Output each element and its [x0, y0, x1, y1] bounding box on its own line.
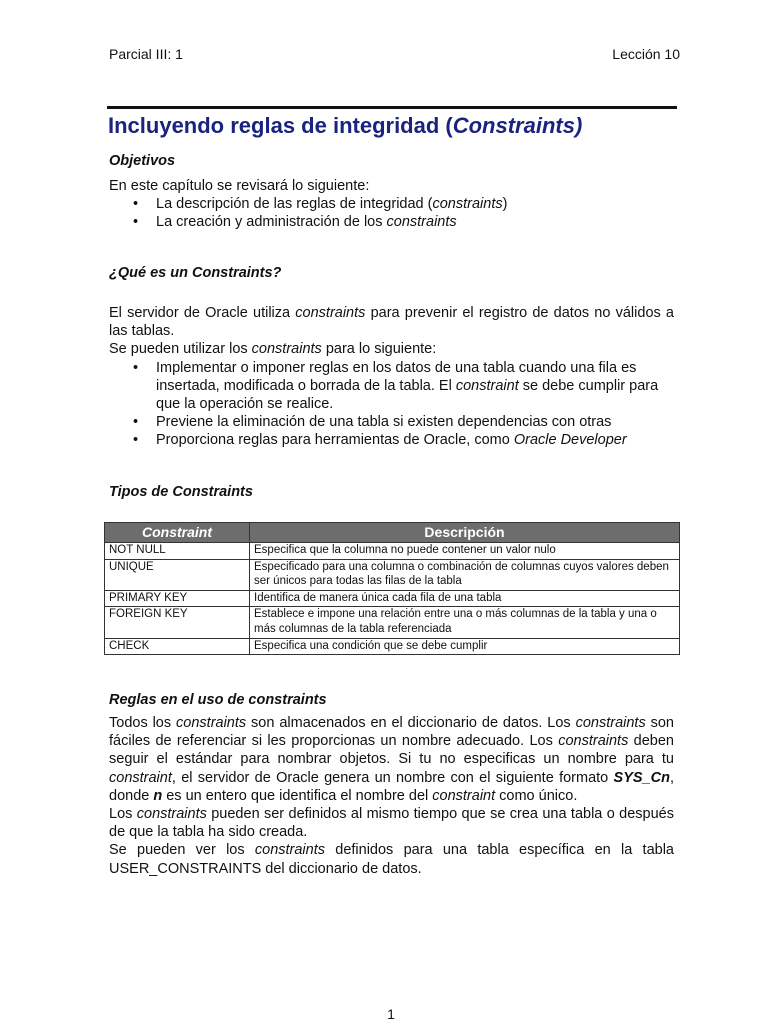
constraints-table — [104, 522, 680, 655]
cell-description: Especifica que la columna no puede contener un valor nulo — [250, 543, 680, 560]
list-item: • Implementar o imponer reglas en los datos de una tabla cuando una fila es insertada, modificada o borrada de la tabla. El constraint se debe cumplir para que la operación se realice. — [109, 359, 674, 414]
title-main: Incluyendo reglas de integridad ( — [108, 113, 453, 138]
table-row — [105, 559, 680, 590]
rules-heading: Reglas en el uso de constraints — [109, 692, 327, 708]
cell-description: Identifica de manera única cada fila de una tabla — [250, 590, 680, 607]
list-item: • La creación y administración de los constraints — [109, 213, 674, 231]
types-heading: Tipos de Constraints — [109, 484, 253, 500]
table-header-description: Descripción — [250, 523, 680, 543]
page-number: 1 — [387, 1006, 395, 1022]
table-row — [105, 590, 680, 607]
cell-description: Establece e impone una relación entre una o más columnas de la tabla y una o más columnas de la tabla referenciada — [250, 607, 680, 638]
objectives-block — [109, 177, 674, 232]
objectives-list — [109, 195, 674, 231]
cell-constraint: FOREIGN KEY — [105, 607, 250, 638]
table-header-constraint: Constraint — [105, 523, 250, 543]
cell-constraint: PRIMARY KEY — [105, 590, 250, 607]
what-paragraph-2: Se pueden utilizar los constraints para lo siguiente: — [109, 341, 437, 358]
table-row — [105, 543, 680, 560]
rules-paragraph-1: Todos los constraints son almacenados en el diccionario de datos. Los constraints son fáciles de referenciar si les proporcionas un nombre adecuado. Los constraints deben seguir el estándar para nombrar objetos. Si tu no especificas un nombre para tu constraint, el servidor de Oracle genera un nombre con el siguiente formato SYS_Cn, donde n es un entero que identifica el nombre del constraint como único. — [109, 715, 674, 804]
header-course: Parcial III: 1 — [109, 46, 183, 62]
title-italic: Constraints) — [452, 113, 583, 138]
page-title — [108, 113, 582, 139]
rules-block — [109, 714, 674, 878]
cell-constraint: NOT NULL — [105, 543, 250, 560]
what-paragraph-1: El servidor de Oracle utiliza constraints para prevenir el registro de datos no válidos a las tablas. — [109, 305, 674, 340]
objectives-intro: En este capítulo se revisará lo siguiente: — [109, 178, 370, 194]
objectives-heading: Objetivos — [109, 153, 176, 169]
what-block — [109, 304, 674, 450]
header-lesson: Lección 10 — [612, 46, 680, 62]
cell-constraint: CHECK — [105, 638, 250, 655]
cell-constraint: UNIQUE — [105, 559, 250, 590]
list-item: • Previene la eliminación de una tabla si existen dependencias con otras — [109, 413, 674, 431]
title-rule — [107, 106, 677, 109]
list-item: • La descripción de las reglas de integridad (constraints) — [109, 195, 674, 213]
table-row — [105, 607, 680, 638]
list-item: • Proporciona reglas para herramientas de Oracle, como Oracle Developer — [109, 431, 674, 449]
what-heading: ¿Qué es un Constraints? — [109, 265, 282, 281]
rules-paragraph-2: Los constraints pueden ser definidos al mismo tiempo que se crea una tabla o después de que la tabla ha sido creada. — [109, 806, 674, 841]
cell-description: Especifica una condición que se debe cumplir — [250, 638, 680, 655]
cell-description: Especificado para una columna o combinación de columnas cuyos valores deben ser únicos para todas las filas de la tabla — [250, 559, 680, 590]
rules-paragraph-3: Se pueden ver los constraints definidos para una tabla específica en la tabla USER_CONSTRAINTS del diccionario de datos. — [109, 842, 674, 877]
what-list — [109, 359, 674, 450]
table-row — [105, 638, 680, 655]
